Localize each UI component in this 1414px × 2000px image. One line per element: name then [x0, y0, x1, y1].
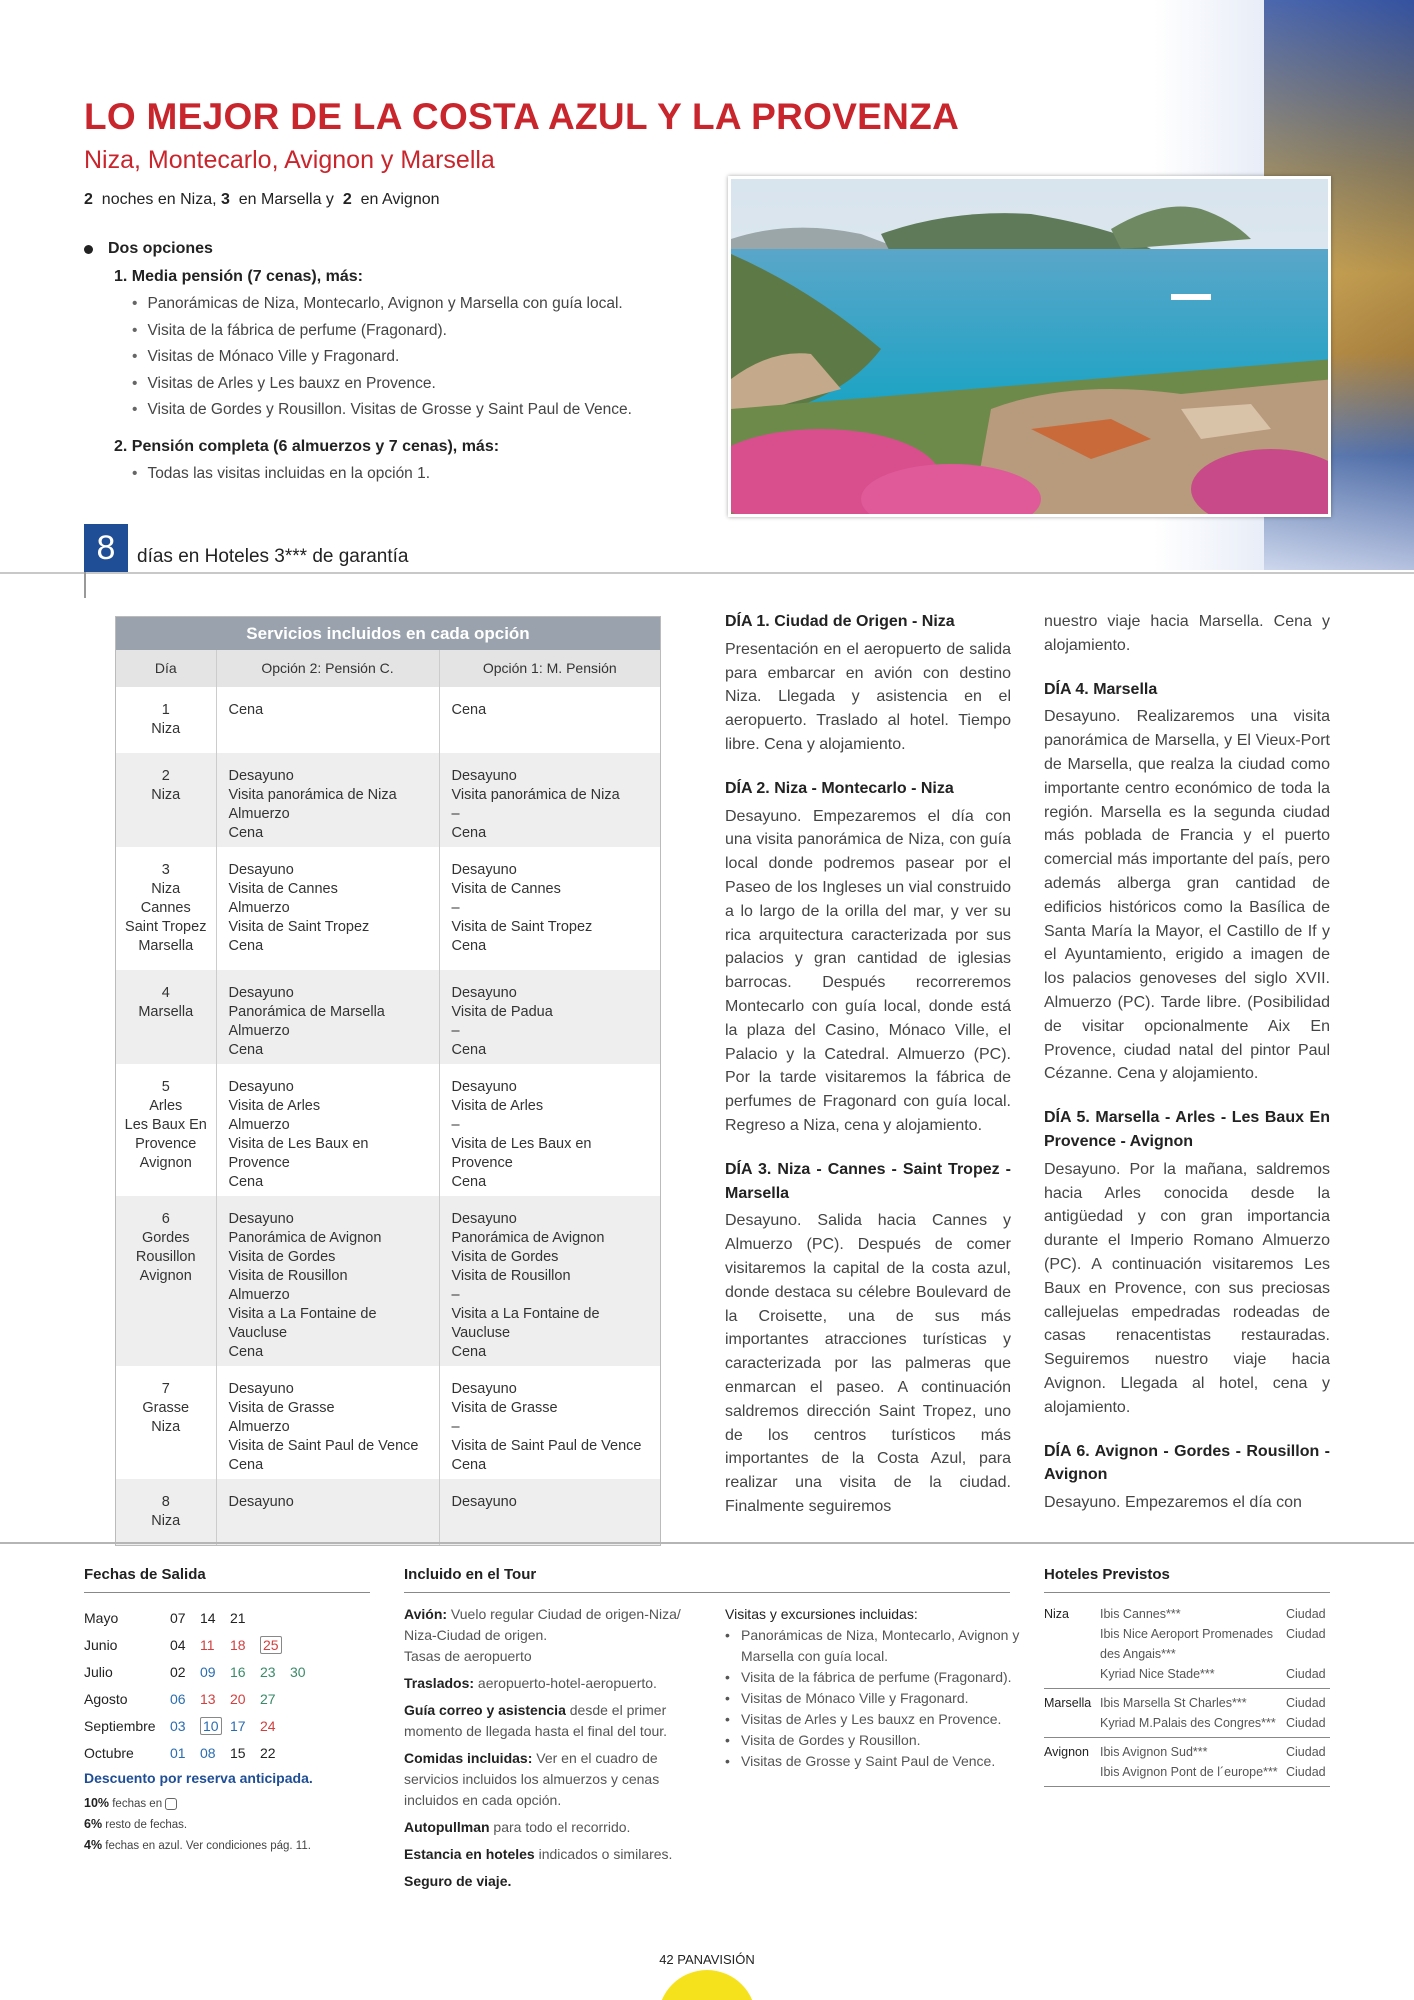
list-item: • Panorámicas de Niza, Montecarlo, Avignon y Marsella con guía local. [725, 1625, 1020, 1667]
date-value: 30 [290, 1663, 306, 1680]
hotel-row: Avignon Ibis Avignon Sud*** Ciudad [1044, 1742, 1330, 1762]
header-option2: Opción 2: Pensión C. [216, 650, 439, 687]
hotels-list [1044, 1600, 1330, 1787]
date-row [84, 1685, 320, 1712]
list-item: • Visita de Gordes y Rousillon. [725, 1730, 1020, 1751]
option1-cell: Desayuno Panorámica de Avignon Visita de Gordes Visita de Rousillon – Visita a La Fontaine de Vaucluse Cena [439, 1196, 660, 1366]
month-label: Julio [84, 1663, 113, 1680]
date-value: 02 [170, 1663, 186, 1680]
hotel-name: Ibis Cannes*** [1100, 1607, 1181, 1621]
date-value: 15 [230, 1744, 246, 1761]
fechas-title: Fechas de Salida [84, 1566, 206, 1583]
table-row [116, 753, 660, 847]
list-item: • Visitas de Arles y Les bauxz en Provence. [725, 1709, 1020, 1730]
hotel-name: Kyriad Nice Stade*** [1100, 1667, 1215, 1681]
list-item: • Visita de la fábrica de perfume (Fragonard). [725, 1667, 1020, 1688]
option1-cell: Desayuno [439, 1479, 660, 1545]
date-row [84, 1712, 320, 1739]
table-row [116, 1064, 660, 1196]
included-list: Avión: Vuelo regular Ciudad de origen-Niza/ Niza-Ciudad de origen. Tasas de aeropuerto Traslados: aeropuerto-hotel-aeropuerto. Guía correo y asistencia desde el primer momento de llegada hasta el final del tour. Comidas incluidas: Ver en el cuadro de servicios incluidos los almuerzos y cenas incluidos en cada opción. Autopullman para todo el recorrido. Estancia en hoteles indicados o similares. Seguro de viaje. [404, 1606, 681, 1889]
hotel-category: Ciudad [1286, 1716, 1326, 1730]
divider-tick [84, 572, 86, 598]
option1-cell: Desayuno Visita de Grasse – Visita de Saint Paul de Vence Cena [439, 1366, 660, 1479]
table-title: Servicios incluidos en cada opción [116, 617, 660, 650]
day5-text: Desayuno. Por la mañana, saldremos hacia Arles conocida desde la antigüedad y con gran importancia durante el Imperio Romano Almuerzo (PC). A continuación visitaremos Les Baux en Provence, con sus preciosas callejuelas empedradas rodeadas de casas renacentistas restauradas. Seguiremos nuestro viaje hacia Avignon. Llegada al hotel, cena y alojamiento. [1044, 1160, 1330, 1416]
date-value: 27 [260, 1690, 276, 1707]
days-text: días en Hoteles 3*** de garantía [137, 546, 409, 567]
box-icon [165, 1798, 177, 1810]
date-value: 17 [230, 1717, 246, 1734]
option1-cell: Desayuno Visita de Padua – Cena [439, 970, 660, 1064]
date-value: 18 [230, 1636, 246, 1653]
day-cell: 8 Niza [116, 1479, 216, 1545]
date-row [84, 1739, 320, 1766]
table-row [116, 1366, 660, 1479]
date-value: 10 [200, 1718, 230, 1734]
option2-cell: Desayuno Visita panorámica de Niza Almuerzo Cena [216, 753, 439, 847]
divider [0, 572, 1414, 574]
month-label: Septiembre [84, 1717, 156, 1734]
hotel-group [1044, 1600, 1330, 1689]
date-value: 14 [200, 1609, 216, 1626]
services-table [115, 616, 661, 1546]
header-day: Día [116, 650, 216, 687]
page-subtitle: Niza, Montecarlo, Avignon y Marsella [84, 146, 495, 174]
table-row [116, 1479, 660, 1545]
page-footer: 42 PANAVISIÓN [659, 1952, 755, 1967]
day5-heading: DÍA 5. Marsella - Arles - Les Baux En Provence - Avignon [1044, 1109, 1330, 1150]
date-value: 04 [170, 1636, 186, 1653]
hotel-row [1044, 1762, 1330, 1782]
dates-grid [84, 1604, 320, 1766]
option1-cell: Cena [439, 687, 660, 753]
day3-text-cont: nuestro viaje hacia Marsella. Cena y alojamiento. [1044, 613, 1330, 654]
hoteles-rule [1044, 1592, 1330, 1593]
bullet-icon [84, 245, 93, 254]
hotel-category: Ciudad [1286, 1696, 1326, 1710]
hotel-row [1044, 1664, 1330, 1684]
date-row [84, 1658, 320, 1685]
month-label: Junio [84, 1636, 118, 1653]
date-value: 22 [260, 1744, 276, 1761]
day3-heading: DÍA 3. Niza - Cannes - Saint Tropez - Marsella [725, 1160, 1011, 1202]
date-value: 07 [170, 1609, 186, 1626]
option2-cell: Desayuno Visita de Grasse Almuerzo Visita de Saint Paul de Vence Cena [216, 1366, 439, 1479]
day-cell: 4 Marsella [116, 970, 216, 1064]
option2-cell: Desayuno Panorámica de Marsella Almuerzo Cena [216, 970, 439, 1064]
month-label: Octubre [84, 1744, 134, 1761]
hotel-row [1044, 1624, 1330, 1664]
option1-cell: Desayuno Visita panorámica de Niza – Cena [439, 753, 660, 847]
day6-text: Desayuno. Empezaremos el día con [1044, 1494, 1302, 1512]
list-item: • Todas las visitas incluidas en la opción 1. [132, 461, 724, 488]
option2-list [132, 461, 724, 488]
option2-title: 2. Pensión completa (6 almuerzos y 7 cenas), más: [114, 437, 500, 455]
option1-cell: Desayuno Visita de Arles – Visita de Les Baux en Provence Cena [439, 1064, 660, 1196]
date-value: 16 [230, 1663, 246, 1680]
day6-heading: DÍA 6. Avignon - Gordes - Rousillon - Avignon [1044, 1442, 1330, 1484]
day-cell: 3 Niza Cannes Saint Tropez Marsella [116, 847, 216, 970]
list-item: • Visitas de Arles y Les bauxz en Provence. [132, 371, 724, 398]
hotel-category: Ciudad [1286, 1607, 1326, 1621]
hotel-category: Ciudad [1286, 1745, 1326, 1759]
date-value: 13 [200, 1690, 216, 1707]
day2-text: Desayuno. Empezaremos el día con una visita panorámica de Niza, con guía local donde podremos pasear por el Paseo de los Ingleses un vial construido a lo largo de la orilla del mar, y ver su rica arquitectura caracterizada por sus palacios y gran cantidad de iglesias barrocas. Después recorreremos Montecarlo con guía local, donde está la plaza del Casino, Mónaco Ville, el Palacio y la Catedral. Almuerzo (PC). Por la tarde visitaremos la fábrica de perfumes de Fragonard con guía local. Regreso a Niza, cena y alojamiento. [725, 807, 1011, 1134]
list-item: • Visitas de Mónaco Ville y Fragonard. [725, 1688, 1020, 1709]
hotel-group [1044, 1738, 1330, 1787]
hotel-name: Ibis Avignon Pont de l´europe*** [1100, 1765, 1278, 1779]
hotel-category: Ciudad [1286, 1627, 1326, 1641]
option1-cell: Desayuno Visita de Cannes – Visita de Saint Tropez Cena [439, 847, 660, 970]
day-cell: 2 Niza [116, 753, 216, 847]
hotel-group [1044, 1689, 1330, 1738]
option2-cell: Desayuno [216, 1479, 439, 1545]
header-option1: Opción 1: M. Pensión [439, 650, 660, 687]
nights-summary: 2 noches en Niza, 3 en Marsella y 2 en Avignon [84, 191, 440, 208]
option2-cell: Desayuno Visita de Cannes Almuerzo Visita de Saint Tropez Cena [216, 847, 439, 970]
day-cell: 5 Arles Les Baux En Provence Avignon [116, 1064, 216, 1196]
month-label: Agosto [84, 1690, 128, 1707]
list-item: • Panorámicas de Niza, Montecarlo, Avignon y Marsella con guía local. [132, 291, 724, 318]
hotel-category: Ciudad [1286, 1765, 1326, 1779]
day2-heading: DÍA 2. Niza - Montecarlo - Niza [725, 779, 954, 797]
options-block [84, 240, 724, 501]
date-row [84, 1604, 320, 1631]
date-value: 03 [170, 1717, 186, 1734]
list-item: • Visita de Gordes y Rousillon. Visitas de Grosse y Saint Paul de Vence. [132, 397, 724, 424]
option2-cell: Desayuno Panorámica de Avignon Visita de Gordes Visita de Rousillon Almuerzo Visita a La Fontaine de Vaucluse Cena [216, 1196, 439, 1366]
visits-title: Visitas y excursiones incluidas: [725, 1606, 918, 1622]
date-row [84, 1631, 320, 1658]
table-row [116, 847, 660, 970]
incluido-title: Incluido en el Tour [404, 1566, 537, 1583]
hotel-name: Kyriad M.Palais des Congres*** [1100, 1716, 1276, 1730]
day4-text: Desayuno. Realizaremos una visita panorámica de Marsella, y El Vieux-Port de Marsella, que realza la ciudad como importante centro económico de toda la región. Marsella es la segunda ciudad más poblada de Francia y el puerto comercial más importante del país, pero además alberga gran cantidad de edificios históricos como la Basílica de Santa María la Mayor, el Castillo de If y el Ayuntamiento, erigido a imagen de los palacios genoveses del siglo XVII. Almuerzo (PC). Tarde libre. (Posibilidad de visitar opcionalmente Aix En Provence, ciudad natal del pintor Paul Cézanne. Cena y alojamiento. [1044, 708, 1330, 1083]
itinerary-col-2 [1044, 610, 1330, 1535]
coast-photo [728, 176, 1331, 517]
list-item: • Visita de la fábrica de perfume (Fragonard). [132, 318, 724, 345]
section-divider [0, 1542, 1414, 1544]
decor-circle [658, 1970, 756, 2000]
hotel-row: Marsella Ibis Marsella St Charles*** Ciudad [1044, 1693, 1330, 1713]
day4-heading: DÍA 4. Marsella [1044, 680, 1158, 698]
date-value: 23 [260, 1663, 276, 1680]
date-value: 09 [200, 1663, 216, 1680]
hotel-category: Ciudad [1286, 1667, 1326, 1681]
day1-heading: DÍA 1. Ciudad de Origen - Niza [725, 613, 955, 630]
incluido-rule [404, 1592, 1010, 1593]
table-row [116, 970, 660, 1064]
date-value: 24 [260, 1717, 276, 1734]
hotel-name: Ibis Nice Aeroport Promenades des Angais*** [1100, 1627, 1274, 1661]
fechas-rule [84, 1592, 370, 1593]
month-label: Mayo [84, 1609, 119, 1626]
days-badge: 8 [84, 524, 128, 572]
date-value: 11 [200, 1636, 215, 1653]
date-value: 08 [200, 1744, 216, 1761]
options-heading: Dos opciones [108, 240, 213, 257]
table-header [116, 650, 660, 687]
discount-4: 4% fechas en azul. Ver condiciones pág. 11. [84, 1838, 311, 1852]
day1-text: Presentación en el aeropuerto de salida para embarcar en avión con destino Niza. Llegada y asistencia en el aeropuerto. Traslado al hotel. Tiempo libre. Cena y alojamiento. [725, 640, 1011, 753]
day3-text: Desayuno. Salida hacia Cannes y Almuerzo (PC). Después de comer visitaremos la capital de la costa azul, donde destaca su célebre Boulevard de la Croisette, una de sus más importantes atracciones turísticas y caracterizada por las palmeras que enmarcan el paseo. A continuación saldremos dirección Saint Tropez, uno de los centros turísticos más importantes de la Costa Azul, para realizar una visita de la ciudad. Finalmente seguiremos [725, 1212, 1011, 1515]
hotel-row [1044, 1713, 1330, 1733]
day-cell: 7 Grasse Niza [116, 1366, 216, 1479]
hotel-row: Niza Ibis Cannes*** Ciudad [1044, 1604, 1330, 1624]
itinerary-col-1 [725, 610, 1011, 1539]
day-cell: 6 Gordes Rousillon Avignon [116, 1196, 216, 1366]
date-value: 01 [170, 1744, 186, 1761]
hotel-name: Ibis Marsella St Charles*** [1100, 1696, 1247, 1710]
day-cell: 1 Niza [116, 687, 216, 753]
date-value: 20 [230, 1690, 246, 1707]
option1-list [132, 291, 724, 424]
visits-list [725, 1604, 1020, 1772]
discount-title: Descuento por reserva anticipada. [84, 1770, 313, 1786]
option2-cell: Cena [216, 687, 439, 753]
list-item: • Visitas de Grosse y Saint Paul de Vence. [725, 1751, 1020, 1772]
discount-10: 10% fechas en [84, 1796, 177, 1810]
hotel-name: Ibis Avignon Sud*** [1100, 1745, 1208, 1759]
date-value: 21 [230, 1609, 246, 1626]
list-item: • Visitas de Mónaco Ville y Fragonard. [132, 344, 724, 371]
hoteles-title: Hoteles Previstos [1044, 1566, 1170, 1583]
date-value: 25 [260, 1637, 290, 1653]
page-title: LO MEJOR DE LA COSTA AZUL Y LA PROVENZA [84, 96, 960, 137]
table-row [116, 687, 660, 753]
option1-title: 1. Media pensión (7 cenas), más: [114, 268, 363, 285]
date-value: 06 [170, 1690, 186, 1707]
table-row [116, 1196, 660, 1366]
discount-6: 6% resto de fechas. [84, 1817, 188, 1831]
option2-cell: Desayuno Visita de Arles Almuerzo Visita de Les Baux en Provence Cena [216, 1064, 439, 1196]
